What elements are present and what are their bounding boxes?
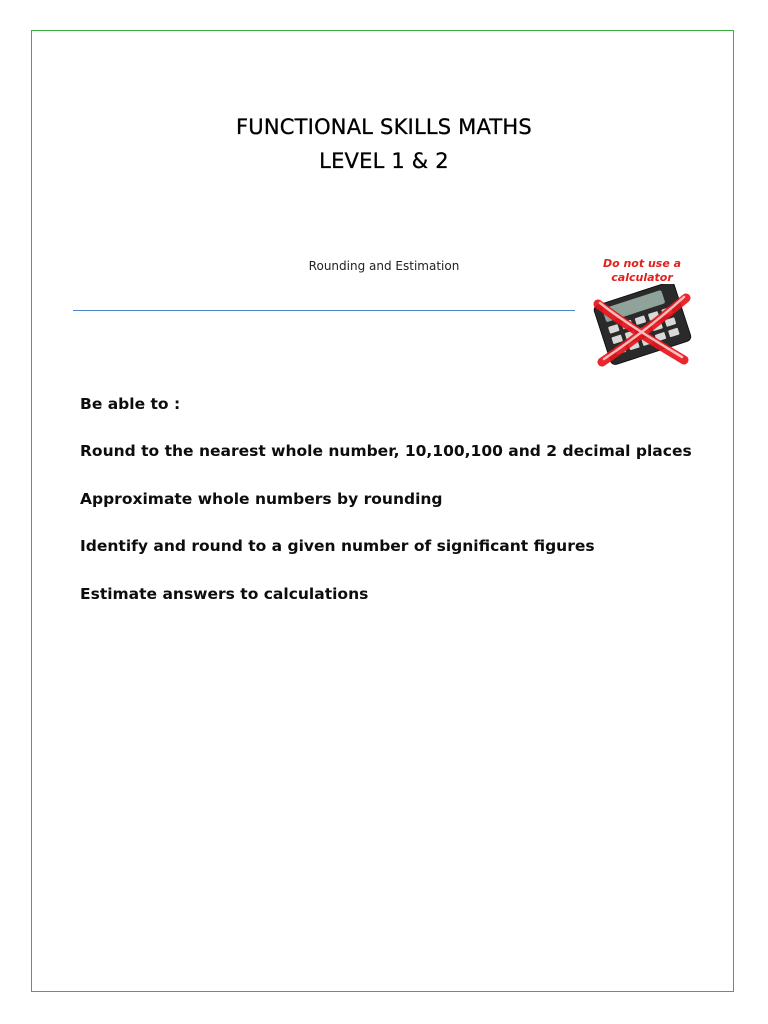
crossed-out-calculator-icon <box>584 284 704 370</box>
page-border <box>31 30 734 992</box>
badge-text-line1: Do not use a <box>602 257 682 270</box>
objectives-intro: Be able to : <box>80 395 181 413</box>
objective-item: Approximate whole numbers by rounding <box>80 490 443 508</box>
divider-line <box>73 310 575 311</box>
page-title: FUNCTIONAL SKILLS MATHS <box>236 115 532 139</box>
objective-item: Estimate answers to calculations <box>80 585 369 603</box>
badge-text-line2: calculator <box>611 271 673 284</box>
page-subtitle: Rounding and Estimation <box>308 259 460 273</box>
objective-item: Identify and round to a given number of significant figures <box>80 537 595 555</box>
objective-item: Round to the nearest whole number, 10,100,100 and 2 decimal places <box>80 442 692 460</box>
no-calculator-badge <box>584 256 704 370</box>
page-title-level: LEVEL 1 & 2 <box>319 149 449 173</box>
